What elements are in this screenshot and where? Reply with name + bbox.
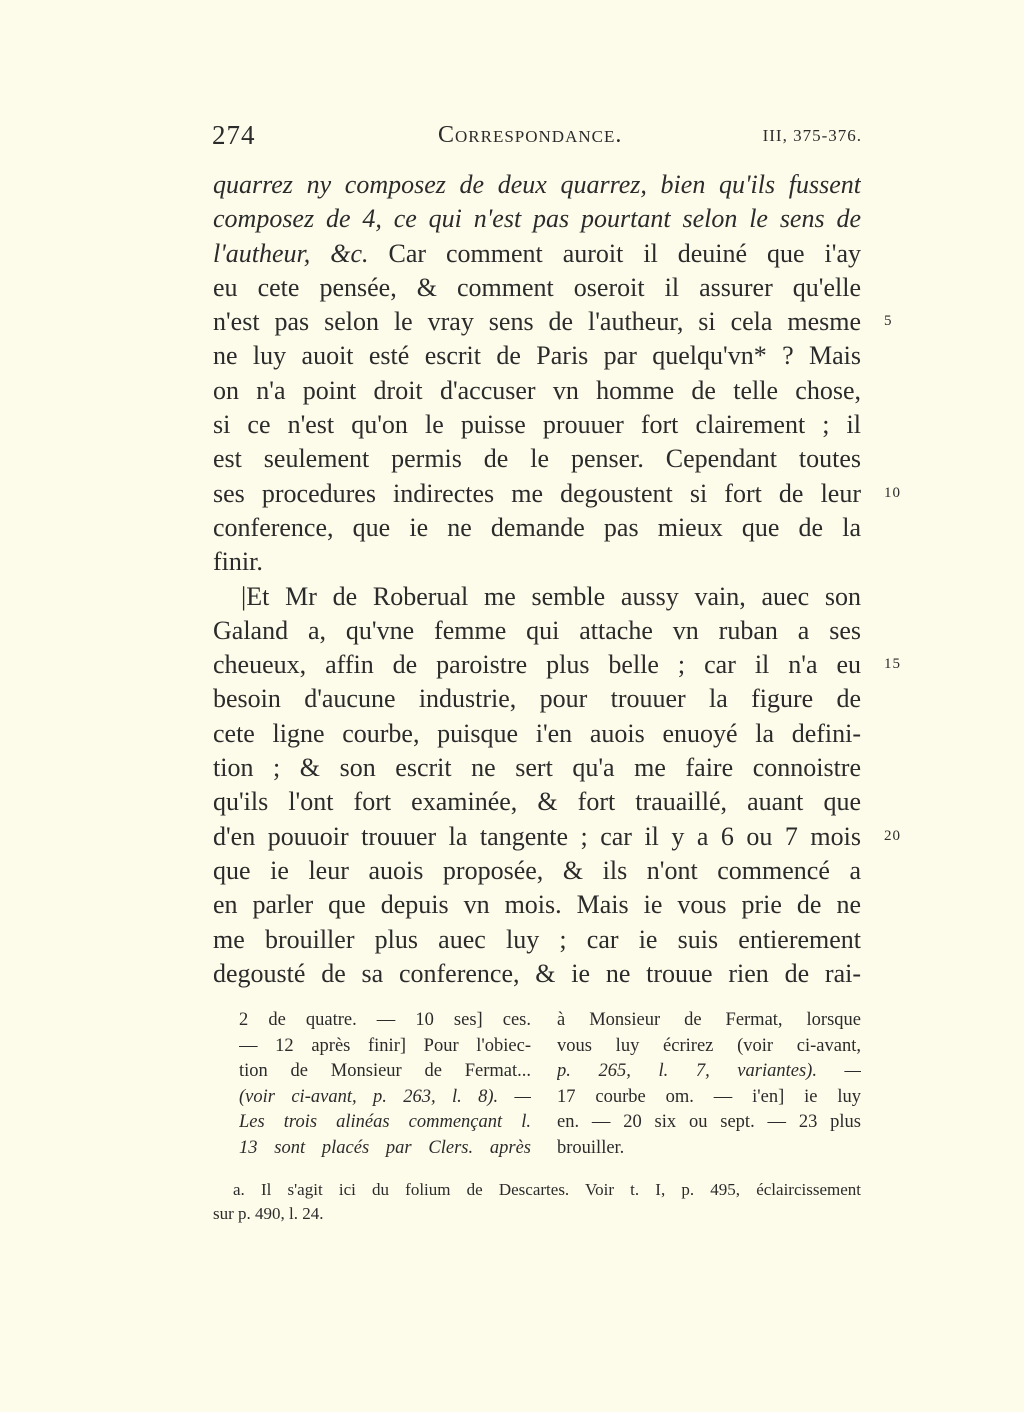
variants-right-column [557, 1008, 861, 1162]
text-line: si ce n'est qu'on le puisse prouuer fort clairement ; il [213, 410, 861, 440]
variant-line: brouiller. [557, 1137, 625, 1158]
variant-line: à Monsieur de Fermat, lorsque [557, 1010, 861, 1030]
volume-reference: III, 375-376. [762, 126, 862, 145]
text-line: tion ; & son escrit ne sert qu'a me faire connoistre [213, 753, 861, 783]
variant-line: 17 courbe om. — i'en] ie luy [557, 1086, 861, 1107]
text-line: degousté de sa conference, & ie ne trouue rien de rai- [213, 958, 861, 988]
text-line: d'en pouuoir trouuer la tangente ; car il y a 6 ou 7 mois [213, 821, 861, 851]
text-line: est seulement permis de le penser. Cependant toutes [213, 444, 861, 474]
text-line-roman: Car comment auroit il deuiné que i'ay [368, 238, 861, 268]
running-title: Correspondance. [438, 122, 623, 148]
page-header [212, 120, 862, 156]
text-line: cheueux, affin de paroistre plus belle ; car il n'a eu [213, 650, 861, 680]
variant-line: tion de Monsieur de Fermat... [239, 1061, 531, 1082]
variant-line: vous luy écrirez (voir ci-avant, [557, 1035, 861, 1056]
text-line: on n'a point droit d'accuser vn homme de telle chose, [213, 375, 861, 405]
main-text [213, 168, 861, 991]
page-number: 274 [212, 120, 256, 150]
variant-line: 2 de quatre. — 10 ses] ces. [239, 1010, 531, 1030]
text-line: cete ligne courbe, puisque i'en auois enuoyé la defini- [213, 718, 861, 748]
footnote [213, 1178, 861, 1226]
footnote-line: sur p. 490, l. 24. [213, 1204, 324, 1223]
text-line: besoin d'aucune industrie, pour trouuer la figure de [213, 684, 861, 714]
variant-line: (voir ci-avant, p. 263, l. 8). — [239, 1086, 531, 1107]
text-line-italic: l'autheur, &c. [213, 238, 369, 268]
text-line: ses procedures indirectes me degoustent si fort de leur [213, 478, 861, 508]
text-line: me brouiller plus auec luy ; car ie suis entierement [213, 924, 861, 954]
text-line: Galand a, qu'vne femme qui attache vn ruban a ses [213, 615, 861, 645]
text-line: quarrez ny composez de deux quarrez, bien qu'ils fussent [213, 170, 861, 199]
text-line: |Et Mr de Roberual me semble aussy vain, auec son [241, 581, 861, 611]
line-number: 10 [884, 485, 901, 501]
variant-line: 13 sont placés par Clers. après [239, 1137, 531, 1158]
variant-line: — 12 après finir] Pour l'obiec- [239, 1035, 531, 1056]
footnote-line: a. Il s'agit ici du folium de Descartes. Voir t. I, p. 495, éclaircissement [233, 1180, 861, 1199]
variant-line: en. — 20 six ou sept. — 23 plus [557, 1112, 861, 1133]
variant-line: Les trois alinéas commençant l. [239, 1112, 531, 1133]
text-line: ne luy auoit esté escrit de Paris par quelqu'vn* ? Mais [213, 341, 861, 371]
text-line: en parler que depuis vn mois. Mais ie vous prie de ne [213, 890, 861, 920]
variant-notes [213, 1008, 861, 1162]
line-number: 15 [884, 656, 901, 672]
text-line: composez de 4, ce qui n'est pas pourtant selon le sens de [213, 204, 861, 234]
variant-line: p. 265, l. 7, variantes). — [557, 1061, 861, 1082]
text-line: qu'ils l'ont fort examinée, & fort trauaillé, auant que [213, 787, 861, 817]
variants-left-column [239, 1008, 531, 1162]
line-number: 20 [884, 828, 901, 844]
text-line [213, 237, 861, 271]
text-line: n'est pas selon le vray sens de l'autheur, si cela mesme [213, 307, 861, 337]
text-line: conference, que ie ne demande pas mieux que de la [213, 512, 861, 542]
text-line: finir. [213, 547, 263, 577]
text-line: que ie leur auois proposée, & ils n'ont commencé a [213, 855, 861, 885]
text-line: eu cete pensée, & comment oseroit il assurer qu'elle [213, 272, 861, 302]
line-number: 5 [884, 313, 893, 329]
